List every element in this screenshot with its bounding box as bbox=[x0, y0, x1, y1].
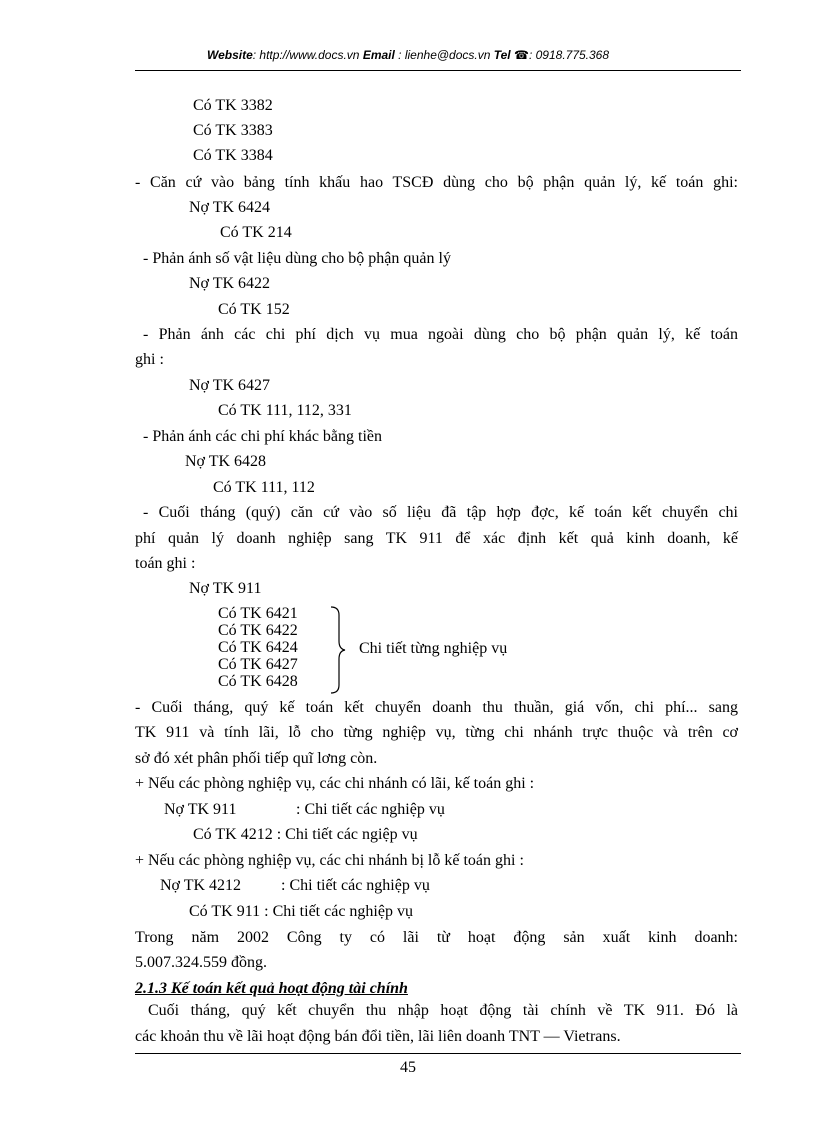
email-label: Email bbox=[362, 48, 395, 62]
text-line: Có TK 111, 112, 331 bbox=[218, 402, 352, 419]
text-line: Nợ TK 911 bbox=[164, 801, 237, 818]
tel-label: Tel bbox=[493, 48, 511, 62]
text-line: - Cuối tháng, quý kế toán kết chuyển doanh thu thuần, giá vốn, chi phí... sang bbox=[135, 699, 738, 716]
sub-account-line: Có TK 6427 bbox=[218, 656, 298, 673]
footer-rule bbox=[135, 1053, 741, 1054]
text-line: : Chi tiết các nghiệp vụ bbox=[281, 877, 430, 894]
text-line: Nợ TK 6424 bbox=[189, 199, 271, 216]
text-line: TK 911 và tính lãi, lỗ cho từng nghiệp vụ, từng chi nhánh trực thuộc và trên cơ bbox=[135, 724, 738, 741]
sub-account-line: Có TK 6428 bbox=[218, 673, 298, 690]
section-heading: 2.1.3 Kế toán kết quả hoạt động tài chính bbox=[135, 980, 408, 997]
text-line: các khoản thu về lãi hoạt động bán đổi tiền, lãi liên doanh TNT — Vietrans. bbox=[135, 1028, 621, 1045]
tel-value: : 0918.775.368 bbox=[528, 48, 610, 62]
curly-brace bbox=[325, 605, 349, 695]
text-line: : Chi tiết các nghiệp vụ bbox=[296, 801, 445, 818]
page-number: 45 bbox=[400, 1059, 416, 1076]
phone-icon: ☎ bbox=[514, 48, 529, 62]
text-line: Cuối tháng, quý kết chuyển thu nhập hoạt động tài chính về TK 911. Đó là bbox=[148, 1002, 738, 1019]
text-line: Có TK 111, 112 bbox=[213, 479, 315, 496]
header-rule bbox=[135, 70, 741, 71]
text-line: Có TK 3383 bbox=[193, 122, 273, 139]
sub-account-line: Có TK 6422 bbox=[218, 622, 298, 639]
text-line: - Phản ánh các chi phí khác bằng tiền bbox=[143, 428, 383, 445]
text-line: Nợ TK 6422 bbox=[189, 275, 271, 292]
website-label: Website bbox=[206, 48, 253, 62]
email-value: : lienhe@docs.vn bbox=[398, 48, 491, 62]
page-header bbox=[0, 48, 816, 62]
text-line: phí quản lý doanh nghiệp sang TK 911 để xác định kết quả kinh doanh, kế bbox=[135, 530, 738, 547]
text-line: Nợ TK 6427 bbox=[189, 377, 271, 394]
text-line: + Nếu các phòng nghiệp vụ, các chi nhánh có lãi, kế toán ghi : bbox=[135, 775, 535, 792]
text-line: ghi : bbox=[135, 351, 164, 368]
sub-account-line: Có TK 6421 bbox=[218, 605, 298, 622]
text-line: Nợ TK 911 bbox=[189, 580, 262, 597]
text-line: sở đó xét phân phối tiếp quĩ lơng còn. bbox=[135, 750, 378, 767]
text-line: Trong năm 2002 Công ty có lãi từ hoạt động sản xuất kinh doanh: bbox=[135, 929, 738, 946]
brace-label: Chi tiết từng nghiệp vụ bbox=[359, 640, 508, 657]
website-value: : http://www.docs.vn bbox=[252, 48, 360, 62]
text-line: toán ghi : bbox=[135, 555, 196, 572]
text-line: Nợ TK 4212 bbox=[160, 877, 242, 894]
text-line: - Phản ánh số vật liệu dùng cho bộ phận quản lý bbox=[143, 250, 451, 267]
text-line: Có TK 911 : Chi tiết các nghiệp vụ bbox=[189, 903, 413, 920]
text-line: - Phản ánh các chi phí dịch vụ mua ngoài dùng cho bộ phận quản lý, kế toán bbox=[143, 326, 738, 343]
text-line: Nợ TK 6428 bbox=[185, 453, 267, 470]
text-line: Có TK 3384 bbox=[193, 147, 273, 164]
text-line: - Căn cứ vào bảng tính khấu hao TSCĐ dùng cho bộ phận quản lý, kế toán ghi: bbox=[135, 174, 738, 191]
text-line: - Cuối tháng (quý) căn cứ vào số liệu đã tập hợp đợc, kế toán kết chuyển chi bbox=[143, 504, 738, 521]
text-line: Có TK 4212 : Chi tiết các ngiệp vụ bbox=[193, 826, 418, 843]
text-line: + Nếu các phòng nghiệp vụ, các chi nhánh bị lỗ kế toán ghi : bbox=[135, 852, 524, 869]
text-line: Có TK 214 bbox=[220, 224, 292, 241]
text-line: Có TK 3382 bbox=[193, 97, 273, 114]
text-line: Có TK 152 bbox=[218, 301, 290, 318]
text-line: 5.007.324.559 đồng. bbox=[135, 954, 267, 971]
sub-account-line: Có TK 6424 bbox=[218, 639, 298, 656]
